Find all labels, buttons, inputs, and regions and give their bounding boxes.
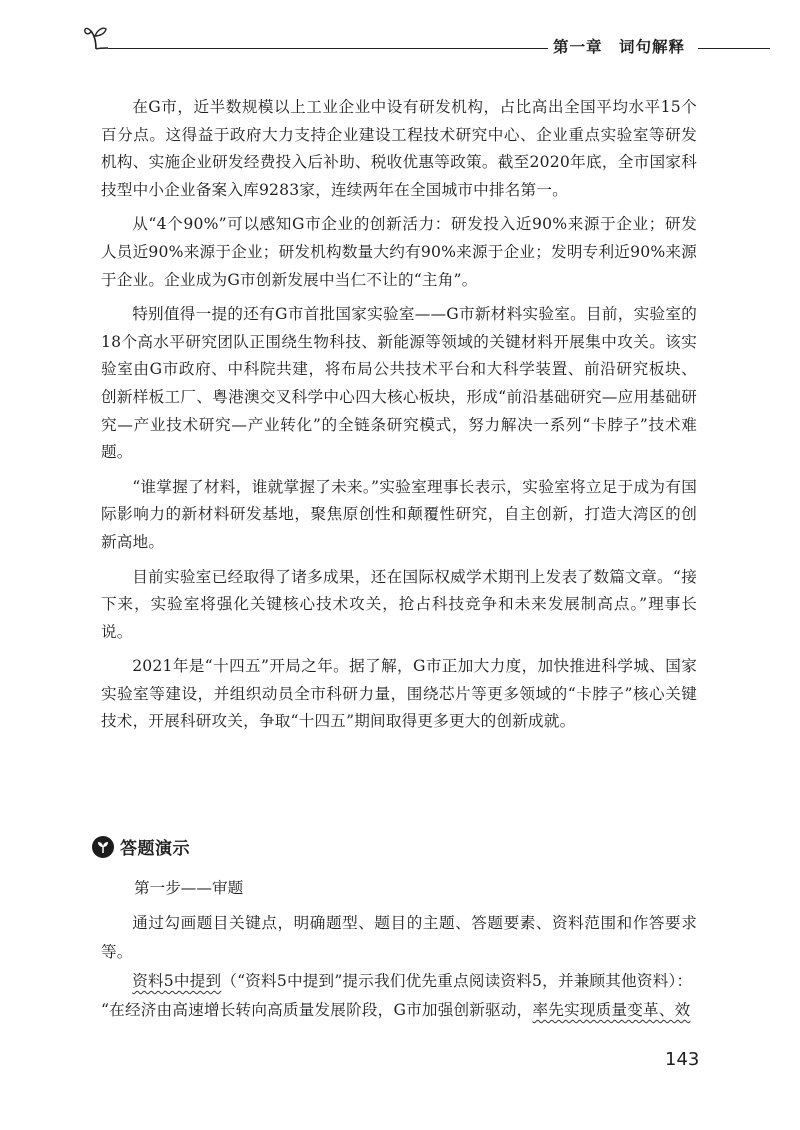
answer-text: “在经济由高速增长转向高质量发展阶段，G市加强创新驱动， xyxy=(101,1001,533,1019)
paragraph: “谁掌握了材料，谁就掌握了未来。”实验室理事长表示，实验室将立足于成为有国际影响力的新材料研发基地，聚焦原创性和颠覆性研究，自主创新，打造大湾区的创新高地。 xyxy=(101,477,697,551)
step-title: 第一步——审题 xyxy=(134,879,244,897)
section-heading xyxy=(92,834,190,859)
answer-line: 通过勾画题目关键点，明确题型、题目的主题、答题要素、资料范围和作答要求等。 xyxy=(101,914,697,961)
highlighted-phrase: 资料5中提到 xyxy=(132,972,222,990)
answer-line xyxy=(101,967,697,996)
header-rule-right xyxy=(698,48,770,49)
paragraph: 目前实验室已经取得了诸多成果，还在国际权威学术期刊上发表了数篇文章。“接下来，实验室将强化关键核心技术攻关，抢占科技竞争和未来发展制高点。”理事长说。 xyxy=(101,567,697,641)
section-title: 答题演示 xyxy=(120,839,190,859)
highlighted-phrase: 率先实现质量变革、效 xyxy=(532,1001,691,1019)
chapter-title: 第一章 词句解释 xyxy=(553,38,686,56)
page-number: 143 xyxy=(665,1049,700,1070)
paragraph: 特别值得一提的还有G市首批国家实验室——G市新材料实验室。目前，实验室的18个高水平研究团队正围绕生物科技、新能源等领域的关键材料开展集中攻关。该实验室由G市政府、中科院共建，将布局公共技术平台和大科学装置、前沿研究板块、创新样板工厂、粤港澳交叉科学中心四大核心板块，形成“前沿基础研究—应用基础研究—产业技术研究—产业转化”的全链条研究模式，努力解决一系列“卡脖子”技术难题。 xyxy=(101,305,697,462)
paragraph: 在G市，近半数规模以上工业企业中设有研发机构，占比高出全国平均水平15个百分点。这得益于政府大力支持企业建设工程技术研究中心、企业重点实验室等研发机构、实施企业研发经费投入后补助、税收优惠等政策。截至2020年底，全市国家科技型中小企业备案入库9283家，连续两年在全国城市中排名第一。 xyxy=(101,98,697,199)
page-header xyxy=(0,0,800,70)
answer-demo xyxy=(101,909,697,1025)
paragraph: 2021年是“十四五”开局之年。据了解，G市正加大力度，加快推进科学城、国家实验室等建设，并组织动员全市科研力量，围绕芯片等更多领域的“卡脖子”核心关键技术，开展科研攻关，争取“十四五”期间取得更多更大的创新成就。 xyxy=(101,657,697,731)
header-rule-left xyxy=(108,48,548,49)
answer-text: （“资料5中提到”提示我们优先重点阅读资料5，并兼顾其他资料）： xyxy=(221,972,693,990)
paragraph: 从“4个90%”可以感知G市企业的创新活力：研发投入近90%来源于企业；研发人员近90%来源于企业；研发机构数量大约有90%来源于企业；发明专利近90%来源于企业。企业成为G市创新发展中当仁不让的“主角”。 xyxy=(101,215,697,289)
sprout-icon xyxy=(82,24,110,54)
leaf-badge-icon xyxy=(92,836,114,858)
article-body xyxy=(101,94,697,736)
answer-line xyxy=(101,996,697,1025)
